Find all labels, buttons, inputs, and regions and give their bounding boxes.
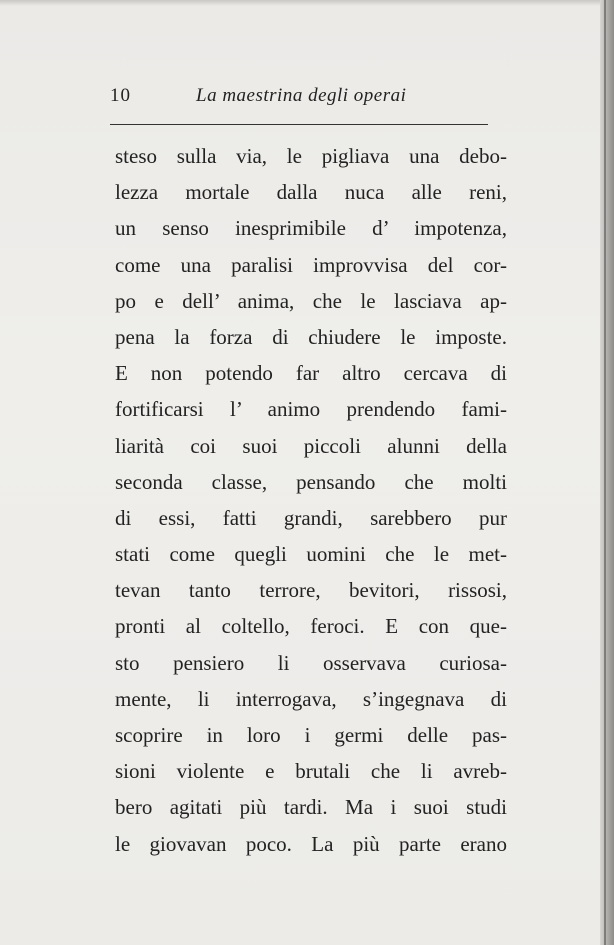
- text-line: pena la forza di chiudere le imposte.: [115, 324, 507, 349]
- page-top-edge: [0, 0, 600, 6]
- text-line: come una paralisi improvvisa del cor-: [115, 252, 507, 277]
- text-line: di essi, fatti grandi, sarebbero pur: [115, 505, 507, 530]
- text-line: mente, li interrogava, s’ingegnava di: [115, 686, 507, 711]
- text-line: liarità coi suoi piccoli alunni della: [115, 433, 507, 458]
- text-line: le giovavan poco. La più parte erano: [115, 831, 507, 856]
- text-line: tevan tanto terrore, bevitori, rissosi,: [115, 578, 507, 603]
- text-line: sto pensiero li osservava curiosa-: [115, 650, 507, 675]
- text-line: pronti al coltello, feroci. E con que-: [115, 614, 507, 639]
- running-title: La maestrina degli operai: [196, 85, 407, 106]
- header-rule: [110, 124, 488, 125]
- page-binding-edge: [600, 0, 614, 945]
- text-line: sioni violente e brutali che li avreb-: [115, 759, 507, 784]
- text-line: po e dell’ anima, che le lasciava ap-: [115, 288, 507, 313]
- page-header: [110, 85, 490, 113]
- text-line: E non potendo far altro cercava di: [115, 361, 507, 386]
- text-line: scoprire in loro i germi delle pas-: [115, 723, 507, 747]
- text-line: stati come quegli uomini che le met-: [115, 542, 507, 567]
- text-line: bero agitati più tardi. Ma i suoi studi: [115, 795, 507, 820]
- text-line: seconda classe, pensando che molti: [115, 469, 507, 494]
- page-number: 10: [110, 85, 131, 106]
- text-line: lezza mortale dalla nuca alle reni,: [115, 180, 507, 205]
- body-text: [115, 138, 507, 862]
- text-line: fortificarsi l’ animo prendendo fami-: [115, 397, 507, 422]
- text-line: un senso inesprimibile d’ impotenza,: [115, 216, 507, 241]
- text-line: steso sulla via, le pigliava una debo-: [115, 144, 507, 168]
